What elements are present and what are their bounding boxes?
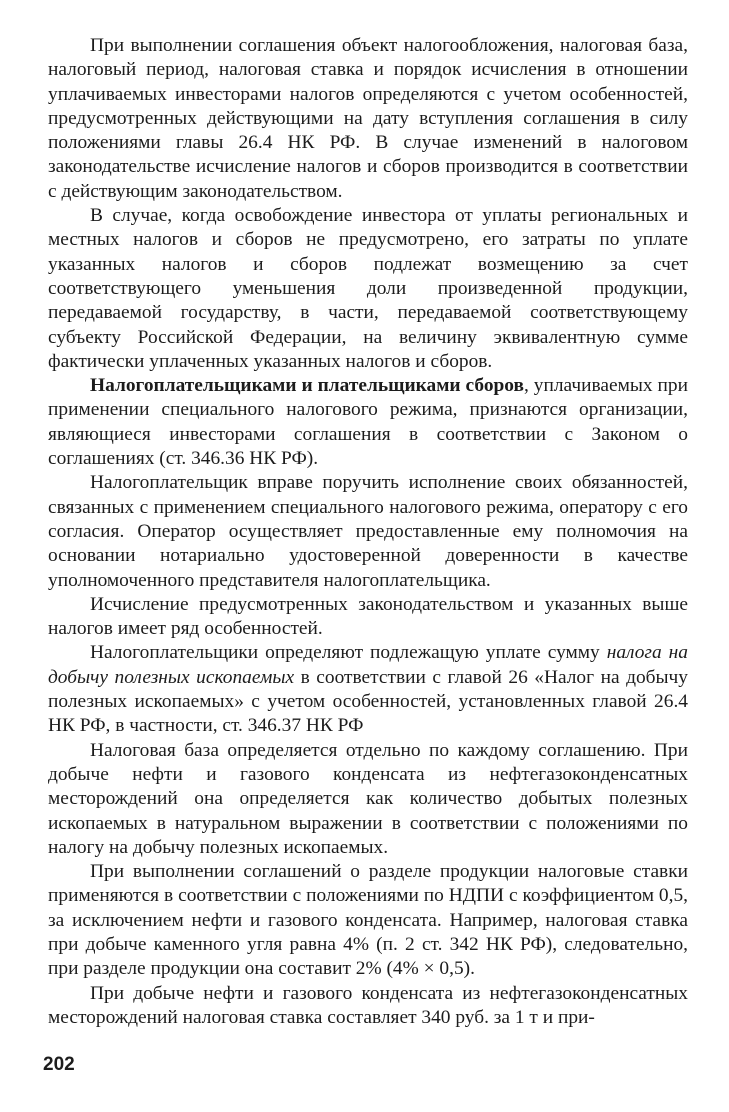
paragraph-3-text: , уплачиваемых при применении специального налогового режима, признаются организации, являющиеся инвесторами соглашения в соответствии с Законом о соглашениях (ст. 346.36 НК РФ).: [48, 375, 688, 470]
paragraph-6-lead: Налогоплательщики определяют подлежащую уплате сумму: [90, 642, 607, 664]
paragraph-6-text: в соответствии с главой 26 «Налог на добычу полезных ископаемых» с учетом особенностей, установленных главой 26.4 НК РФ, в частности, ст. 346.37 НК РФ: [48, 666, 689, 737]
bold-term: Налогоплательщиками и плательщиками сборов: [90, 375, 524, 397]
paragraph-6: [48, 641, 688, 738]
paragraph-2: В случае, когда освобождение инвестора от уплаты региональных и местных налогов и сборов не предусмотрено, его затраты по уплате указанных налогов и сборов подлежат возмещению за счет соответствующего уменьшения доли произведенной продукции, передаваемой государству, в части, передаваемой соответствующему субъекту Российской Федерации, на величину эквивалентную сумме фактически уплаченных указанных налогов и сборов.: [48, 205, 688, 372]
paragraph-8: При выполнении соглашений о разделе продукции налоговые ставки применяются в соответствии с положениями по НДПИ с коэффициентом 0,5, за исключением нефти и газового конденсата. Например, налоговая ставка при добыче каменного угля равна 4% (п. 2 ст. 342 НК РФ), следовательно, при разделе продукции она составит 2% (4% × 0,5).: [48, 861, 688, 980]
paragraph-5: Исчисление предусмотренных законодательством и указанных выше налогов имеет ряд особенностей.: [48, 593, 688, 640]
paragraph-7: Налоговая база определяется отдельно по каждому соглашению. При добыче нефти и газового конденсата из нефтегазоконденсатных месторождений она определяется как количество добытых полезных ископаемых в натуральном выражении в соответствии с положениями по налогу на добычу полезных ископаемых.: [48, 739, 688, 858]
paragraph-4: Налогоплательщик вправе поручить исполнение своих обязанностей, связанных с применением специального налогового режима, оператору с его согласия. Оператор осуществляет предоставленные ему полномочия на основании нотариально удостоверенной доверенности в качестве уполномоченного представителя налогоплательщика.: [48, 472, 688, 591]
paragraph-9: При добыче нефти и газового конденсата из нефтегазоконденсатных месторождений налоговая ставка составляет 340 руб. за 1 т и при-: [48, 982, 688, 1028]
page-number: 202: [43, 1054, 75, 1075]
paragraph-3: [48, 374, 688, 471]
page-body: [48, 34, 688, 1030]
paragraph-1: При выполнении соглашения объект налогообложения, налоговая база, налоговый период, налоговая ставка и порядок исчисления в отношении уплачиваемых инвесторами налогов определяются с учетом особенностей, предусмотренных действующими на дату вступления соглашения в силу положениями главы 26.4 НК РФ. В случае изменений в налоговом законодательстве исчисление налогов и сборов производится в соответствии с действующим законодательством.: [48, 35, 688, 202]
italic-term: налога на добычу полезных ископаемых: [48, 642, 688, 688]
